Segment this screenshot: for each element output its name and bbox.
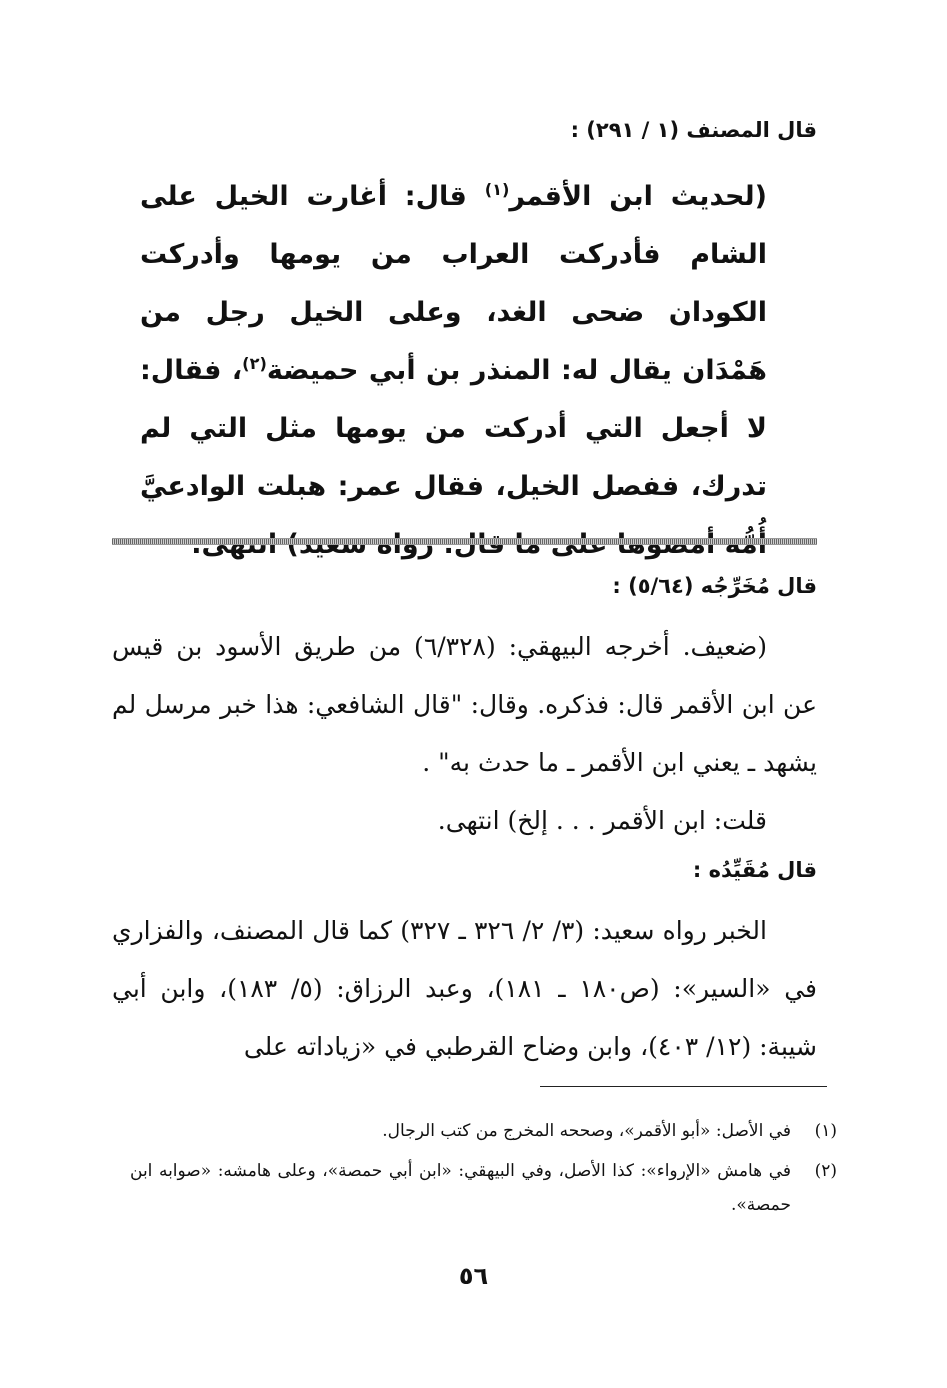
takhrij-paragraph xyxy=(112,618,817,792)
quote-part-3: ، فقال: لا أجعل التي أدركت من يومها مثل التي لم تدرك، ففصل الخيل، فقال عمر: هبلت الوادعيَّ xyxy=(140,355,767,502)
page-number: ٥٦ xyxy=(458,1262,489,1290)
section1-heading: قال المصنف (١ / ٢٩١) : xyxy=(570,118,817,142)
footnote-number: (٢) xyxy=(814,1161,837,1181)
takhrij-text: (ضعيف. أخرجه البيهقي: (٦/٣٢٨) من طريق الأسود بن قيس عن ابن الأقمر قال: فذكره. وقال: "قال الشافعي: هذا خبر مرسل لم يشهد ـ يعني ابن الأقمر ـ ما حدث به" . xyxy=(112,632,817,777)
footnote-ref-1: (١) xyxy=(484,180,510,199)
footnote-number: (١) xyxy=(814,1121,837,1141)
quoted-hadith-text xyxy=(140,168,767,574)
comment-paragraph xyxy=(112,792,817,850)
note-paragraph xyxy=(112,902,817,1076)
footnotes xyxy=(130,1114,837,1228)
note-text: الخبر رواه سعيد: (٣/ ٢/ ٣٢٦ ـ ٣٢٧) كما قال المصنف، والفزاري في «السير»: (ص١٨٠ ـ ١٨١)، وعبد الرزاق: (٥/ ١٨٣)، وابن أبي شيبة: (١٢/ ٤٠٣)، وابن وضاح القرطبي في «زياداته على xyxy=(112,916,817,1061)
footnote-text: في هامش «الإرواء»: كذا الأصل، وفي البيهقي: «ابن أبي حمصة»، وعلى هامشه: «صوابه ابن حمصة». xyxy=(130,1161,791,1215)
quote-part-2: قال: أغارت الخيل على الشام فأدركت العراب من يومها وأدركت الكودان ضحى الغد، وعلى الخيل رجل من هَمْدَان يقال له: المنذر بن أبي حميضة xyxy=(140,181,767,386)
comment-text: قلت: ابن الأقمر . . . إلخ) انتهى. xyxy=(437,806,767,835)
footnote-1 xyxy=(130,1114,837,1148)
quote-part-1: (لحديث ابن الأقمر xyxy=(509,181,767,212)
footnote-2 xyxy=(130,1154,837,1222)
section3-heading: قال مُقَيِّدُه : xyxy=(692,858,817,882)
footnote-separator xyxy=(540,1086,827,1087)
section-divider xyxy=(112,538,817,545)
footnote-text: في الأصل: «أبو الأقمر»، وصححه المخرج من كتب الرجال. xyxy=(382,1121,791,1141)
section2-heading: قال مُخَرِّجُه (٥/٦٤) : xyxy=(612,574,817,598)
footnote-ref-2: (٢) xyxy=(242,354,267,373)
